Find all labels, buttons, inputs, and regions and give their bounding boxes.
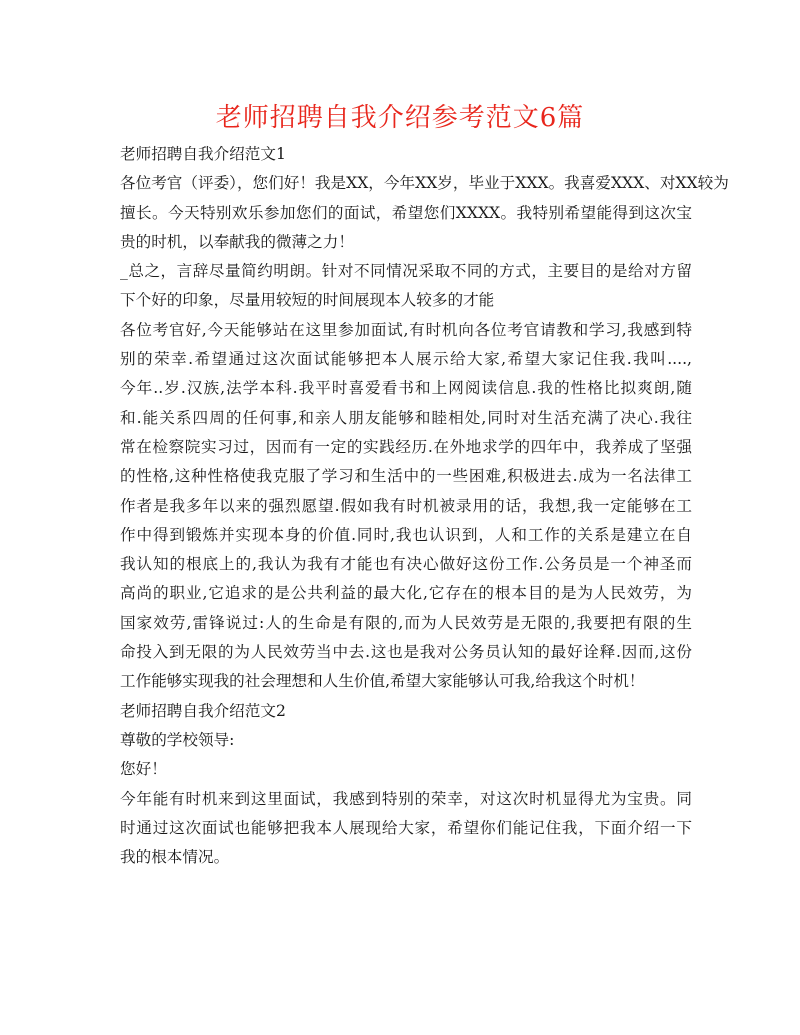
- text-line: 我的根本情况。: [120, 848, 230, 867]
- text-line: 贵的时机，以奉献我的微薄之力！: [120, 232, 354, 251]
- text-line: 国家效劳,雷锋说过:人的生命是有限的,而为人民效劳是无限的,我要把有限的生: [120, 613, 692, 632]
- text-line: 今年..岁.汉族,法学本科.我平时喜爱看书和上网阅读信息.我的性格比拟爽朗,随: [120, 379, 692, 398]
- text-line: 作中得到锻炼并实现本身的价值.同时,我也认识到，人和工作的关系是建立在自: [120, 525, 692, 544]
- page-title: 老师招聘自我介绍参考范文6篇: [215, 103, 585, 133]
- text-line: 各位考官好,今天能够站在这里参加面试,有时机向各位考官请教和学习,我感到特: [120, 320, 692, 339]
- text-line: 工作能够实现我的社会理想和人生价值,希望大家能够认可我,给我这个时机！: [120, 672, 645, 691]
- text-line: 命投入到无限的为人民效劳当中去.这也是我对公务员认知的最好诠释.因而,这份: [120, 643, 692, 662]
- document-body: [120, 140, 729, 872]
- text-line: 高尚的职业,它追求的是公共利益的最大化,它存在的根本目的是为人民效劳，为: [120, 584, 692, 603]
- text-line: 作者是我多年以来的强烈愿望.假如我有时机被录用的话，我想,我一定能够在工: [120, 496, 692, 515]
- text-line: 我认知的根底上的,我认为我有才能也有决心做好这份工作.公务员是一个神圣而: [120, 555, 692, 574]
- text-line: 您好！: [120, 760, 167, 779]
- text-line: 老师招聘自我介绍范文2: [120, 701, 286, 720]
- text-line: 时通过这次面试也能够把我本人展现给大家，希望你们能记住我，下面介绍一下: [120, 818, 692, 837]
- text-line: 各位考官（评委），您们好！我是XX，今年XX岁，毕业于XXX。我喜爱XXX、对XX较为: [120, 174, 729, 193]
- text-line: 擅长。今天特别欢乐参加您们的面试，希望您们XXXX。我特别希望能得到这次宝: [120, 203, 692, 222]
- text-line: 的性格,这种性格使我克服了学习和生活中的一些困难,积极进去.成为一名法律工: [120, 467, 692, 486]
- text-line: 下个好的印象，尽量用较短的时间展现本人较多的才能: [120, 291, 495, 310]
- text-line: _总之，言辞尽量简约明朗。针对不同情况采取不同的方式，主要目的是给对方留: [120, 262, 692, 281]
- text-line: 常在检察院实习过，因而有一定的实践经历.在外地求学的四年中，我养成了坚强: [120, 437, 692, 456]
- text-line: 和.能关系四周的任何事,和亲人朋友能够和睦相处,同时对生活充满了决心.我往: [120, 408, 692, 427]
- text-line: 别的荣幸.希望通过这次面试能够把本人展示给大家,希望大家记住我.我叫....,: [120, 350, 692, 369]
- text-line: 老师招聘自我介绍范文1: [120, 145, 286, 163]
- text-line: 今年能有时机来到这里面试，我感到特别的荣幸，对这次时机显得尤为宝贵。同: [120, 789, 692, 808]
- text-line: 尊敬的学校领导:: [120, 730, 235, 749]
